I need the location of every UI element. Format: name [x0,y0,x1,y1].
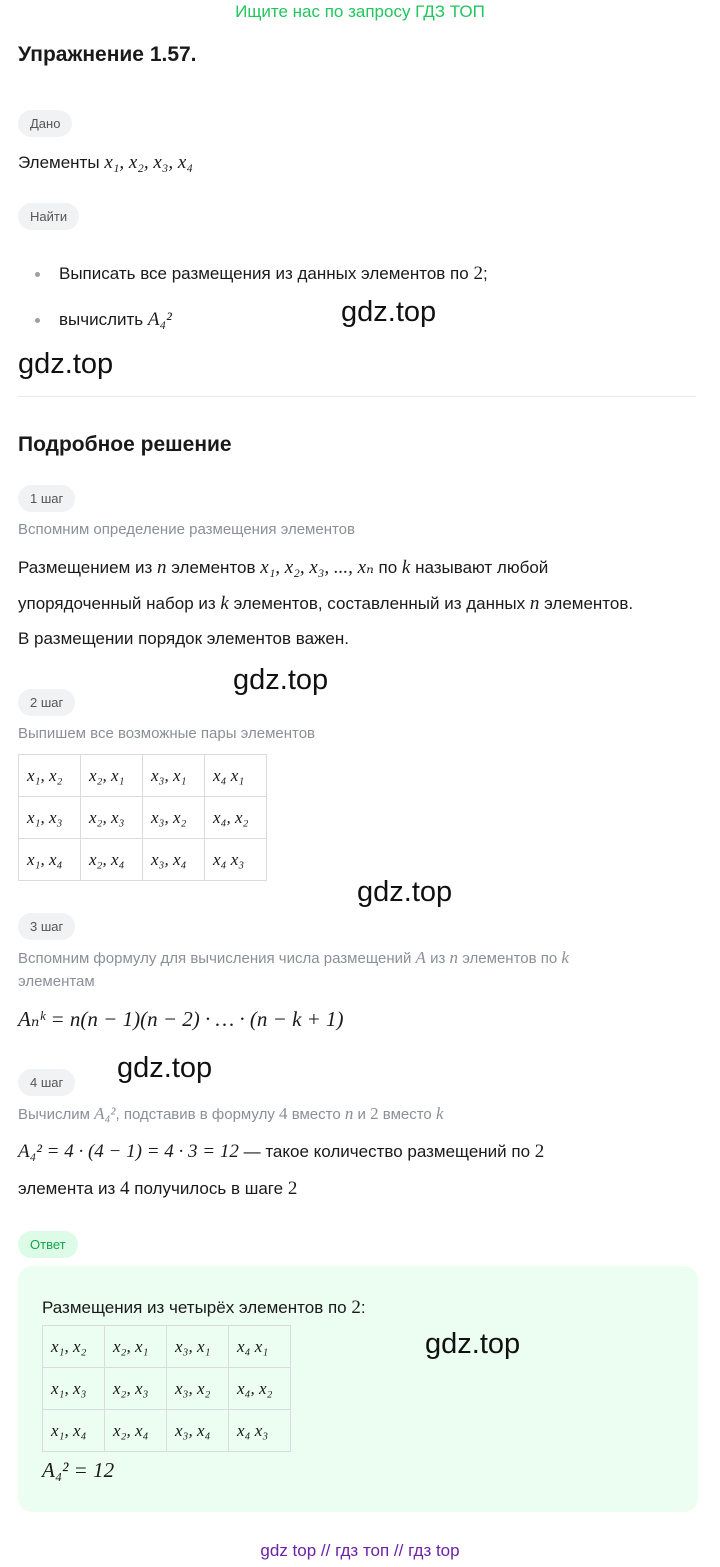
step-pill: 3 шаг [18,913,75,940]
exercise-title: Упражнение 1.57. [18,43,197,66]
given-label: Элементы [18,153,100,172]
find-item-math: 2 [473,263,483,284]
watermark: gdz.top [357,876,453,908]
table-cell: x₁, x₃ [43,1368,105,1410]
given-pill: Дано [18,110,72,137]
table-cell: x₄, x₂ [229,1368,291,1410]
table-cell: x₁, x₂ [19,755,81,797]
pairs-table [18,754,267,881]
table-row [19,839,267,881]
bullet-icon [35,272,40,277]
table-cell: x₃, x₂ [167,1368,229,1410]
find-item-text: Выписать все размещения из данных элементов по [59,264,469,283]
table-cell: x₁, x₄ [43,1410,105,1452]
table-cell: x₃, x₁ [143,755,205,797]
find-item-text: вычислить [59,310,144,329]
find-item-math: A₄² [147,309,172,330]
given-element: x₂, [128,152,149,173]
step-pill: 1 шаг [18,485,75,512]
result-line: A₄² = 4 · (4 − 1) = 4 · 3 = 12 — такое количество размещений по 2 [18,1141,545,1162]
table-cell: x₄ x₃ [229,1410,291,1452]
find-item [59,263,488,285]
given-element: x₁, [104,152,125,173]
table-cell: x₂, x₃ [105,1368,167,1410]
step-caption: Вспомним определение размещения элементов [18,521,355,538]
step-caption: Вычислим A₄², подставив в формулу 4 вместо n и 2 вместо k [18,1104,444,1123]
given-element: x₃, [153,152,174,173]
step-pill: 4 шаг [18,1069,75,1096]
table-cell: x₄, x₂ [205,797,267,839]
watermark: gdz.top [233,664,329,696]
table-cell: x₂, x₄ [81,839,143,881]
step-caption: Вспомним формулу для вычисления числа размещений A из n элементов по k [18,948,569,967]
step-caption: элементам [18,973,95,990]
find-item [59,309,172,331]
table-cell: x₃, x₂ [143,797,205,839]
table-row [43,1368,291,1410]
answer-result: A₄² = 12 [42,1458,115,1482]
given-line [18,152,193,174]
step-caption: Выпишем все возможные пары элементов [18,725,316,742]
table-cell: x₄ x₁ [229,1326,291,1368]
answer-pairs-table [42,1325,291,1452]
table-cell: x₁, x₃ [19,797,81,839]
table-cell: x₂, x₄ [105,1410,167,1452]
result-line: элемента из 4 получилось в шаге 2 [18,1178,298,1199]
step-text-line: В размещении порядок элементов важен. [18,629,349,648]
step-text-line: упорядоченный набор из k элементов, составленный из данных n элементов. [18,593,634,614]
given-element: x₄ [177,152,193,173]
table-cell: x₂, x₁ [81,755,143,797]
find-item-suffix: ; [482,264,488,283]
watermark: gdz.top [425,1328,521,1360]
watermark: gdz.top [341,296,437,328]
step-text-line: Размещением из n элементов x₁, x₂, x₃, ..., xₙ по k называют любой [18,557,549,578]
table-cell: x₁, x₄ [19,839,81,881]
step-pill: 2 шаг [18,689,75,716]
table-cell: x₃, x₄ [143,839,205,881]
bullet-icon [35,318,40,323]
table-row [43,1326,291,1368]
answer-intro: Размещения из четырёх элементов по 2: [42,1297,366,1318]
table-cell: x₂, x₁ [105,1326,167,1368]
table-row [43,1410,291,1452]
table-cell: x₄ x₁ [205,755,267,797]
table-cell: x₃, x₄ [167,1410,229,1452]
section-divider [18,396,696,397]
table-cell: x₂, x₃ [81,797,143,839]
watermark: gdz.top [18,348,114,380]
footer-links[interactable]: gdz top // гдз топ // гдз top [260,1541,460,1560]
find-pill: Найти [18,203,79,230]
answer-pill: Ответ [18,1231,78,1258]
solution-title: Подробное решение [18,433,232,456]
table-cell: x₄ x₃ [205,839,267,881]
formula: Aₙᵏ = n(n − 1)(n − 2) · … · (n − k + 1) [18,1007,344,1031]
table-row [19,755,267,797]
watermark: gdz.top [117,1052,213,1084]
table-cell: x₁, x₂ [43,1326,105,1368]
table-row [19,797,267,839]
table-cell: x₃, x₁ [167,1326,229,1368]
search-hint-link[interactable]: Ищите нас по запросу ГДЗ ТОП [235,2,485,21]
